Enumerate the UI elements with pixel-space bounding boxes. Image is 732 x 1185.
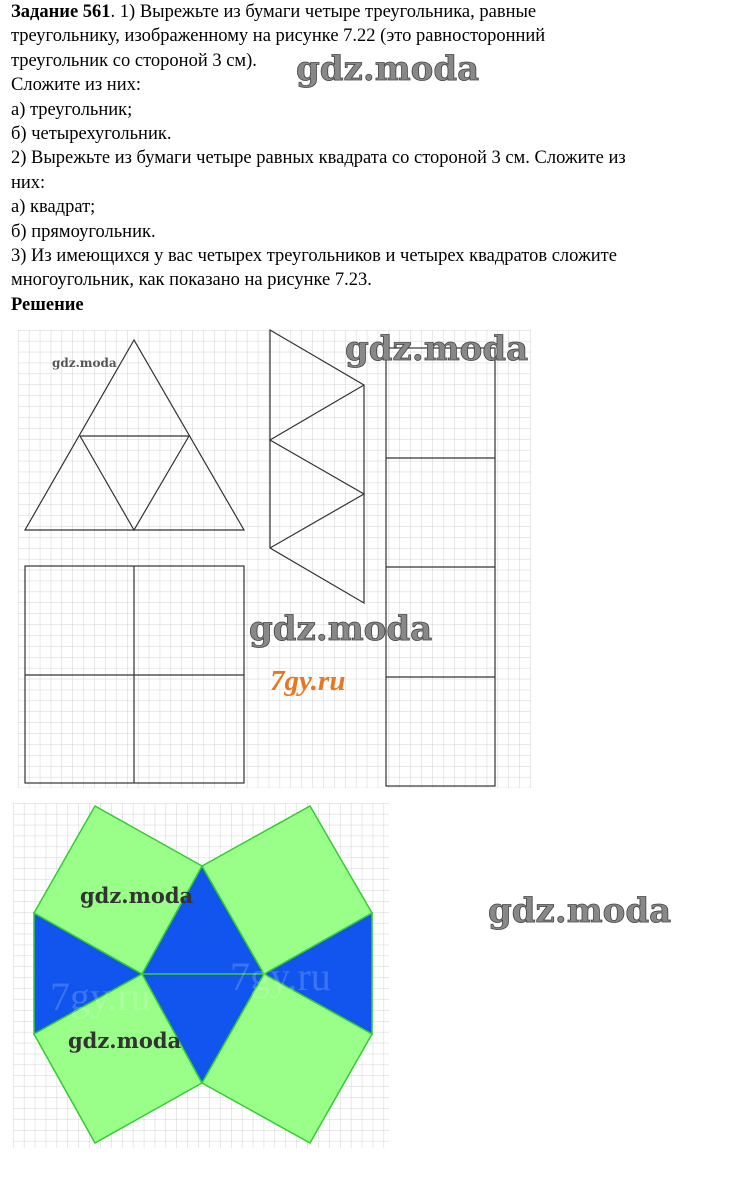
task-title: Задание 561	[11, 2, 111, 22]
task-line-2: треугольнику, изображенному на рисунке 7.22 (это равносторонний	[11, 26, 546, 47]
task-line-6: б) четырехугольник.	[11, 124, 172, 145]
task-line-7: 2) Вырежьте из бумаги четыре равных квадрата со стороной 3 см. Сложите из	[11, 148, 626, 169]
watermark-right: gdz.moda	[488, 891, 672, 931]
task-line-3: треугольник со стороной 3 см).	[11, 50, 257, 71]
grid-paper-top	[18, 330, 531, 788]
watermark-middle: gdz.moda	[249, 609, 433, 649]
task-line-5: а) треугольник;	[11, 99, 133, 120]
task-line-11: 3) Из имеющихся у вас четырех треугольников и четырех квадратов сложите	[11, 246, 617, 267]
task-line-4: Сложите из них:	[11, 75, 141, 96]
solution-title: Решение	[11, 294, 84, 315]
watermark-top-figure: gdz.moda	[345, 329, 529, 369]
watermark-small: gdz.moda	[52, 356, 117, 370]
watermark-faint-right: 7gy.ru	[230, 954, 331, 999]
task-line-10: б) прямоугольник.	[11, 221, 156, 242]
task-line-8: них:	[11, 172, 46, 193]
task-line-1: Задание 561. 1) Вырежьте из бумаги четыре треугольника, равные	[11, 2, 537, 22]
watermark-top-text: gdz.moda	[296, 49, 480, 89]
task-line-12: многоугольник, как показано на рисунке 7.23.	[11, 270, 372, 291]
task-line-9: а) квадрат;	[11, 197, 96, 218]
watermark-site: 7gy.ru	[270, 665, 346, 697]
watermark-polygon-bottom: gdz.moda	[68, 1028, 182, 1053]
watermark-polygon-top: gdz.moda	[80, 883, 194, 908]
watermark-faint-left: 7gy.ru	[50, 974, 151, 1019]
